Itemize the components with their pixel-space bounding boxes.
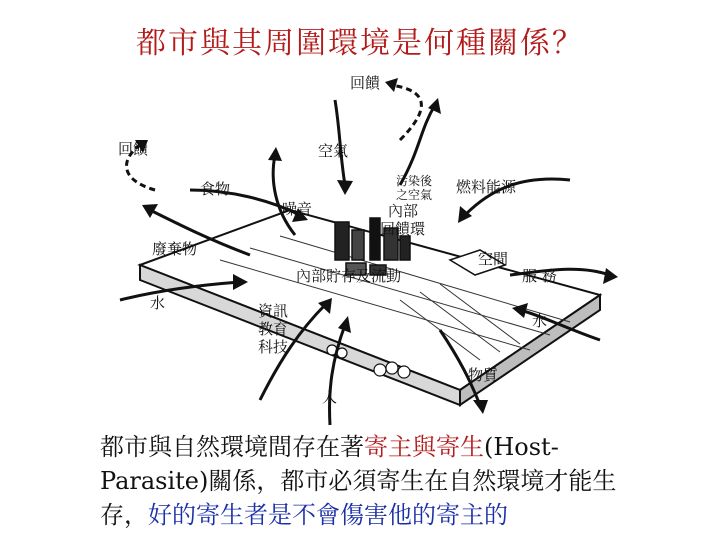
label-service: 服 務 xyxy=(522,267,557,285)
label-pollutant-air-1: 污染後 xyxy=(396,174,433,188)
caption-part-3: (Host-Parasite)關係，都市必須寄生在自然環境才能生存， xyxy=(100,433,617,529)
label-info-3: 科技 xyxy=(258,338,289,356)
label-water-left: 水 xyxy=(150,294,166,312)
label-waste: 廢棄物 xyxy=(152,240,198,258)
label-air: 空氣 xyxy=(318,142,349,160)
label-water-right: 水 xyxy=(532,312,548,330)
label-fuel-energy: 燃料能源 xyxy=(456,178,517,196)
slide-title: 都市與其周圍環境是何種關係？ xyxy=(136,26,584,61)
label-food: 食物 xyxy=(200,180,231,198)
label-feedback-top: 回饋 xyxy=(350,74,381,92)
label-feedback-left: 回饋 xyxy=(118,140,149,158)
label-info-1: 資訊 xyxy=(258,302,289,320)
label-pollutant-air-2: 之空氣 xyxy=(396,188,433,202)
caption-host-parasite: 寄主與寄生 xyxy=(364,433,484,461)
city-environment-diagram xyxy=(100,60,620,430)
label-noise: 噪音 xyxy=(282,200,313,218)
label-info-2: 教育 xyxy=(258,320,289,338)
label-material: 物質 xyxy=(468,366,499,384)
label-people: 人 xyxy=(322,388,338,406)
caption-part-1: 都市與自然環境間存在著 xyxy=(100,433,364,461)
label-space: 空間 xyxy=(478,250,509,268)
caption-text xyxy=(100,430,660,532)
label-internal-storage: 內部貯存及流動 xyxy=(296,267,402,285)
caption-good-parasite: 好的寄生者是不會傷害他的寄主的 xyxy=(148,501,508,529)
label-internal-cycle-1: 內部 xyxy=(388,202,419,220)
label-internal-cycle-2: 回饋環 xyxy=(380,220,426,238)
